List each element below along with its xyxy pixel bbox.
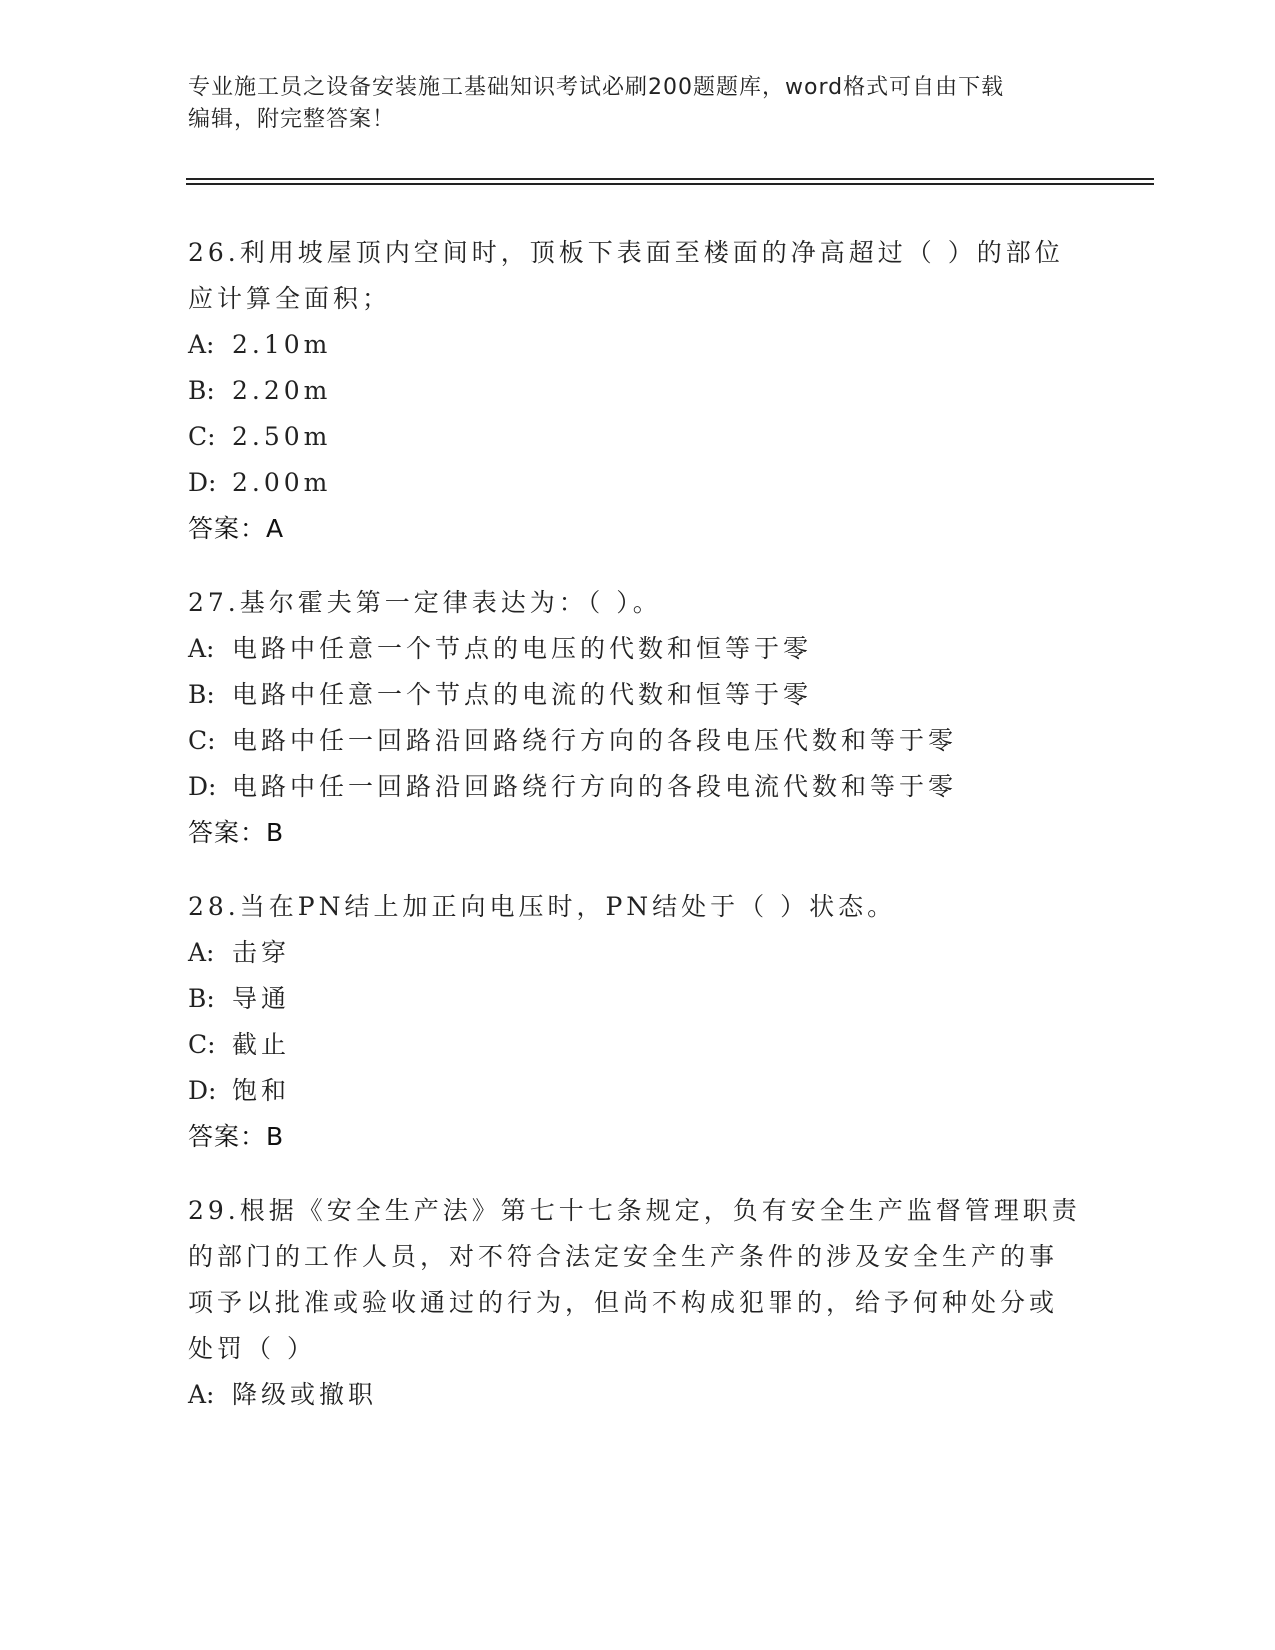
option-c	[188, 414, 1088, 460]
option-a	[188, 1372, 1088, 1418]
option-b	[188, 672, 1088, 718]
option-label: C:	[188, 422, 216, 451]
option-text: 2.20m	[232, 376, 332, 405]
option-text: 2.50m	[232, 422, 332, 451]
answer-label: 答案：B	[188, 1122, 285, 1151]
option-c	[188, 718, 1088, 764]
option-a	[188, 626, 1088, 672]
question-stem-line: 29.根据《安全生产法》第七十七条规定，负有安全生产监督管理职责	[188, 1196, 1081, 1225]
option-text: 电路中任意一个节点的电流的代数和恒等于零	[232, 680, 813, 709]
option-text: 电路中任意一个节点的电压的代数和恒等于零	[232, 634, 813, 663]
option-text: 截止	[232, 1030, 291, 1059]
option-d	[188, 764, 1088, 810]
answer-label: 答案：B	[188, 818, 285, 847]
option-label: D:	[188, 468, 217, 497]
option-label: C:	[188, 1030, 216, 1059]
option-text: 击穿	[232, 938, 291, 967]
option-label: A:	[188, 634, 215, 663]
header-rule-top	[186, 178, 1154, 180]
question-29	[188, 1188, 1088, 1418]
option-label: B:	[188, 680, 215, 709]
question-27	[188, 580, 1088, 856]
question-stem-line: 26.利用坡屋顶内空间时，顶板下表面至楼面的净高超过（ ）的部位	[188, 238, 1064, 267]
option-text: 电路中任一回路沿回路绕行方向的各段电流代数和等于零	[232, 772, 958, 801]
header-title-line-1: 专业施工员之设备安装施工基础知识考试必刷200题题库，word格式可自由下载	[188, 75, 1005, 100]
option-label: B:	[188, 984, 215, 1013]
option-label: A:	[188, 330, 215, 359]
option-label: A:	[188, 938, 215, 967]
option-d	[188, 460, 1088, 506]
option-label: A:	[188, 1380, 215, 1409]
option-text: 2.10m	[232, 330, 332, 359]
document-header	[188, 72, 1068, 136]
option-text: 导通	[232, 984, 291, 1013]
option-b	[188, 368, 1088, 414]
question-stem-line: 应计算全面积；	[188, 284, 392, 313]
question-28	[188, 884, 1088, 1160]
option-label: C:	[188, 726, 216, 755]
option-a	[188, 930, 1088, 976]
header-rule-bottom	[186, 183, 1154, 185]
option-label: B:	[188, 376, 215, 405]
header-title-line-2: 编辑，附完整答案！	[188, 107, 396, 132]
option-c	[188, 1022, 1088, 1068]
question-26	[188, 230, 1088, 552]
option-text: 饱和	[232, 1076, 291, 1105]
option-a	[188, 322, 1088, 368]
question-stem-line: 项予以批准或验收通过的行为，但尚不构成犯罪的，给予何种处分或	[188, 1288, 1059, 1317]
option-b	[188, 976, 1088, 1022]
option-text: 降级或撤职	[232, 1380, 378, 1409]
question-list	[188, 230, 1088, 1446]
question-stem-line: 的部门的工作人员，对不符合法定安全生产条件的涉及安全生产的事	[188, 1242, 1059, 1271]
option-label: D:	[188, 1076, 217, 1105]
question-stem-line: 27.基尔霍夫第一定律表达为：（ ）。	[188, 588, 662, 617]
question-stem-line: 28.当在PN结上加正向电压时，PN结处于（ ）状态。	[188, 892, 897, 921]
option-label: D:	[188, 772, 217, 801]
question-stem-line: 处罚（ ）	[188, 1334, 316, 1363]
option-text: 电路中任一回路沿回路绕行方向的各段电压代数和等于零	[232, 726, 958, 755]
answer-label: 答案：A	[188, 514, 285, 543]
option-d	[188, 1068, 1088, 1114]
option-text: 2.00m	[232, 468, 332, 497]
